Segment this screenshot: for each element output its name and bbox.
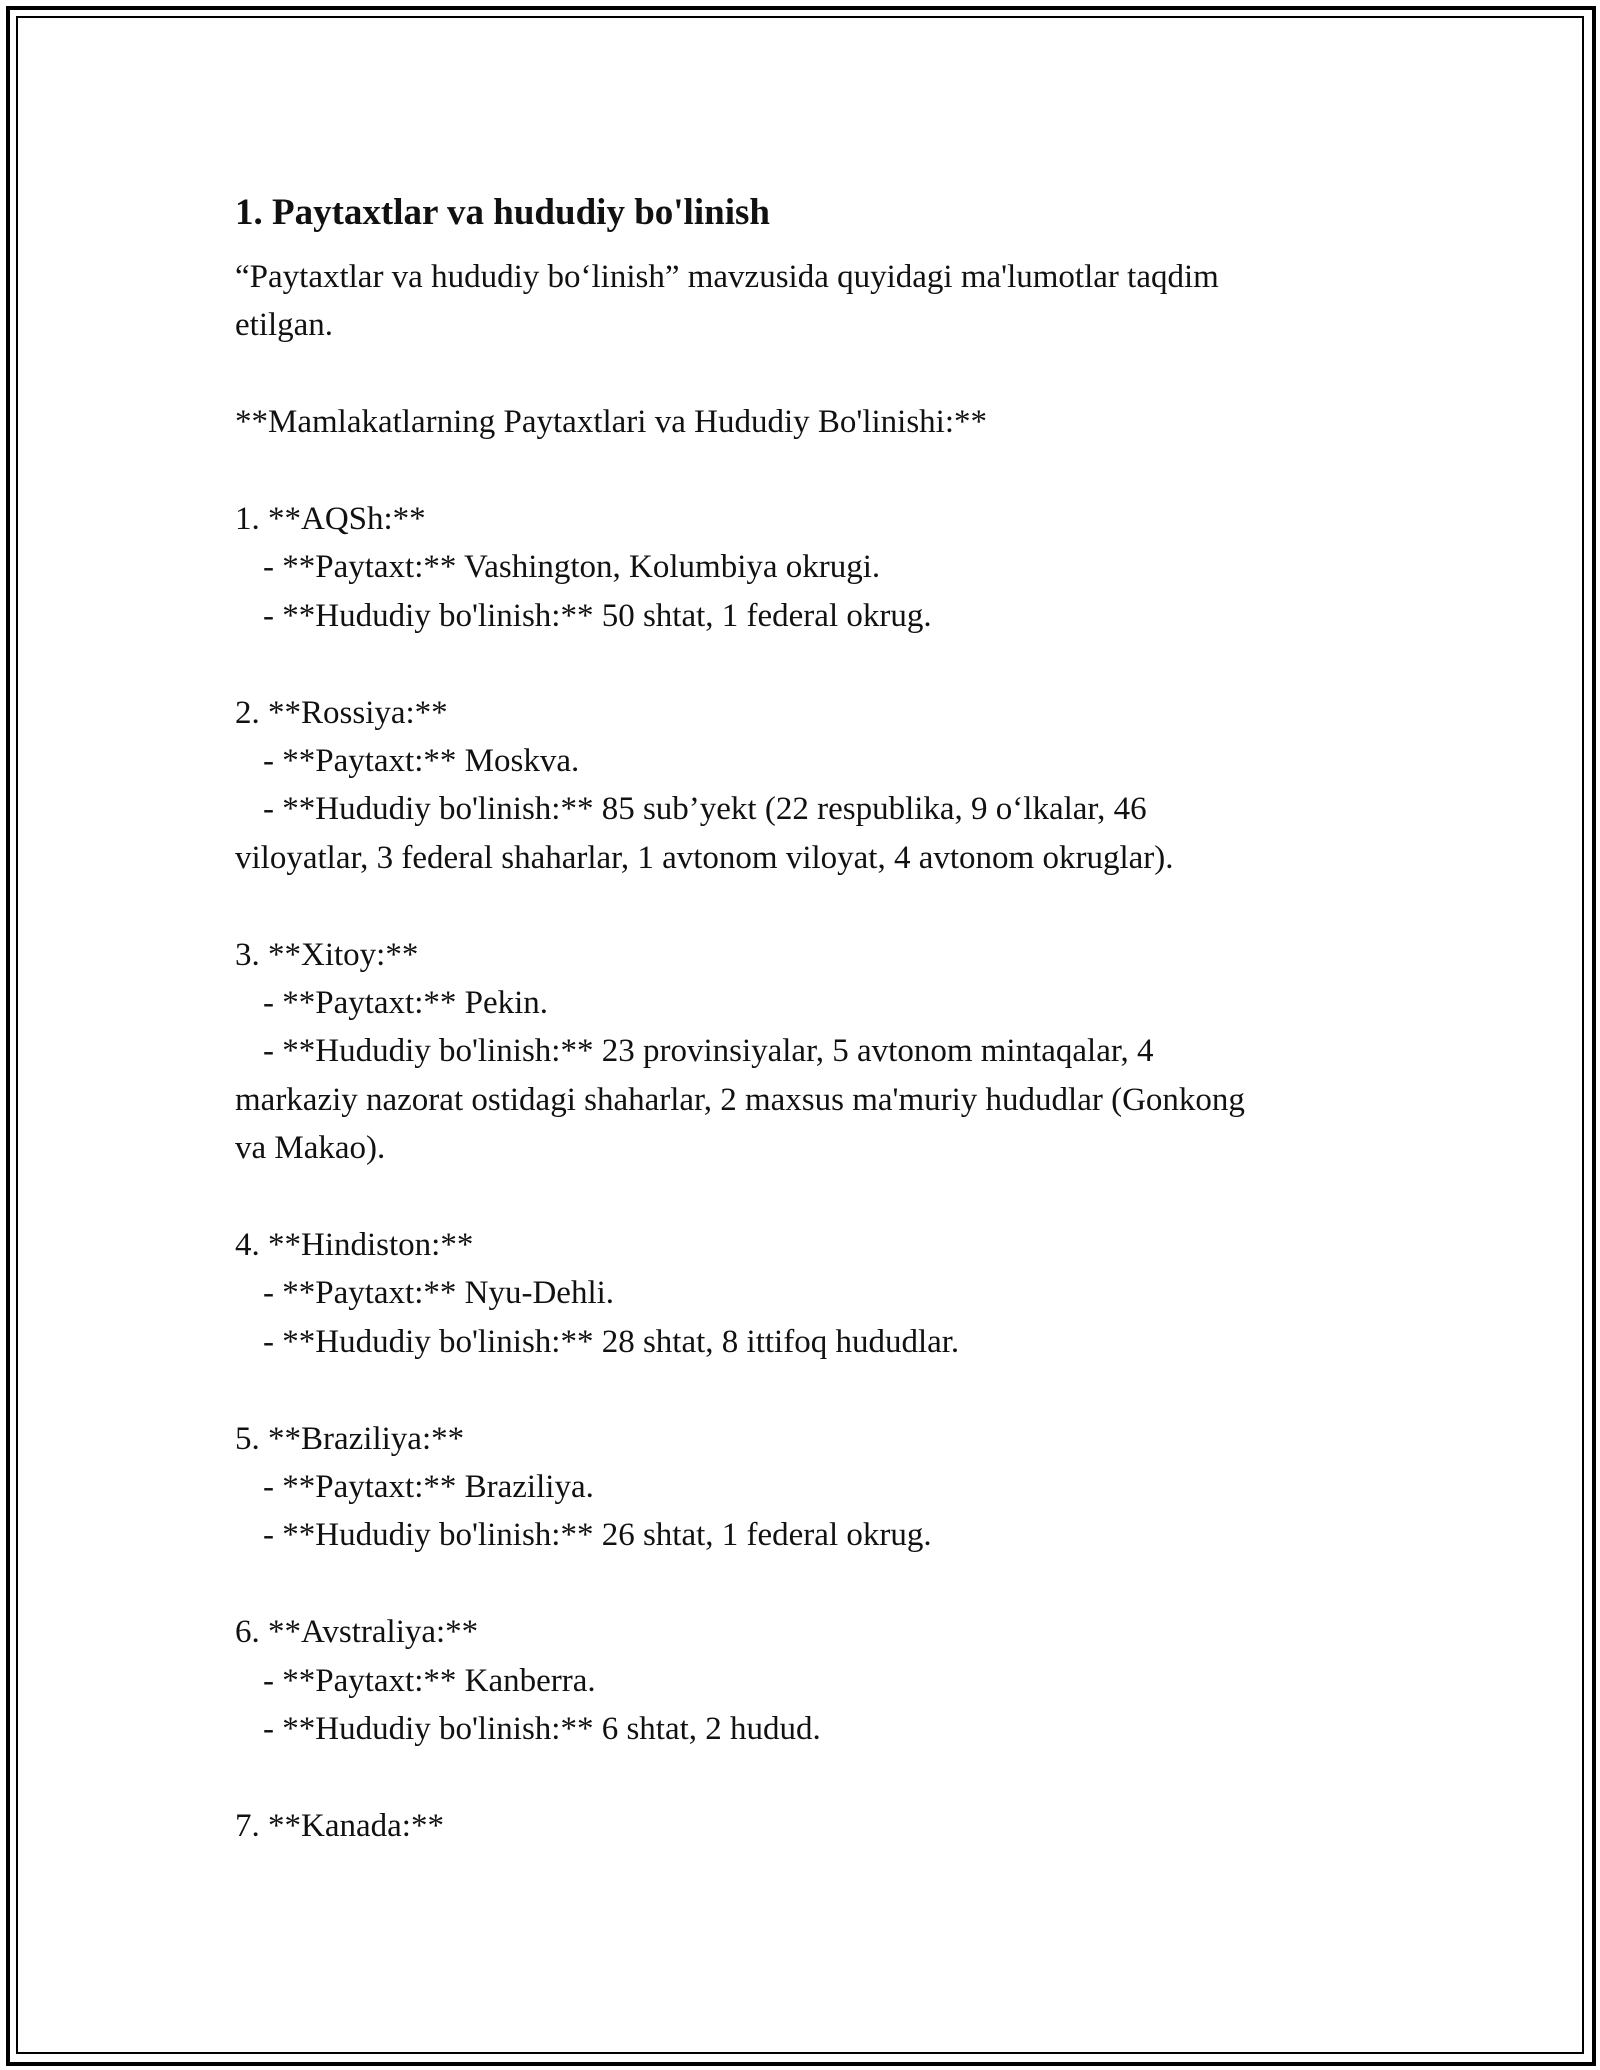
section-heading: 1. Paytaxtlar va hududiy bo'linish <box>235 192 770 233</box>
blank-line <box>235 1560 1395 1608</box>
blank-line <box>235 350 1395 398</box>
country-title-usa: 1. **AQSh:** <box>235 501 426 537</box>
country-capital-brazil: - **Paytaxt:** Braziliya. <box>263 1469 594 1506</box>
blank-line <box>235 640 1395 688</box>
blank-line <box>235 447 1395 495</box>
country-title-brazil: 5. **Braziliya:** <box>235 1420 465 1457</box>
blank-line <box>235 1753 1395 1801</box>
country-division-india: - **Hududiy bo'linish:** 28 shtat, 8 ittifoq hududlar. <box>263 1323 960 1360</box>
intro-line-2: etilgan. <box>235 307 334 344</box>
intro-line-1: “Paytaxtlar va hududiy bo‘linish” mavzusida quyidagi ma'lumotlar taqdim <box>235 259 1219 295</box>
blank-line <box>235 1366 1395 1414</box>
country-division-china-line-1: - **Hududiy bo'linish:** 23 provinsiyalar, 5 avtonom mintaqalar, 4 <box>263 1033 1154 1070</box>
country-title-canada: 7. **Kanada:** <box>235 1807 444 1844</box>
country-division-russia-line-1: - **Hududiy bo'linish:** 85 sub’yekt (22 respublika, 9 o‘lkalar, 46 <box>263 791 1147 828</box>
blank-line <box>235 882 1395 930</box>
country-title-russia: 2. **Rossiya:** <box>235 694 448 731</box>
country-division-russia-line-2: viloyatlar, 3 federal shaharlar, 1 avtonom viloyat, 4 avtonom okruglar). <box>235 839 1174 876</box>
country-capital-china: - **Paytaxt:** Pekin. <box>263 985 549 1022</box>
document-body <box>235 253 1395 1850</box>
country-title-china: 3. **Xitoy:** <box>235 936 419 973</box>
country-division-brazil: - **Hududiy bo'linish:** 26 shtat, 1 federal okrug. <box>263 1517 932 1554</box>
country-division-australia: - **Hududiy bo'linish:** 6 shtat, 2 hudud. <box>263 1711 821 1748</box>
country-capital-india: - **Paytaxt:** Nyu-Dehli. <box>263 1275 615 1312</box>
country-capital-usa: - **Paytaxt:** Vashington, Kolumbiya okrugi. <box>263 549 881 586</box>
country-division-china-line-2: markaziy nazorat ostidagi shaharlar, 2 maxsus ma'muriy hududlar (Gonkong <box>235 1081 1245 1118</box>
country-capital-australia: - **Paytaxt:** Kanberra. <box>263 1662 596 1699</box>
country-title-india: 4. **Hindiston:** <box>235 1227 474 1264</box>
country-title-australia: 6. **Avstraliya:** <box>235 1614 479 1651</box>
document-page <box>235 185 1395 1850</box>
countries-subtitle: **Mamlakatlarning Paytaxtlari va Hududiy Bo'linishi:** <box>235 404 988 441</box>
country-capital-russia: - **Paytaxt:** Moskva. <box>263 743 580 780</box>
blank-line <box>235 1173 1395 1221</box>
country-division-china-line-3: va Makao). <box>235 1130 386 1167</box>
country-division-usa: - **Hududiy bo'linish:** 50 shtat, 1 federal okrug. <box>263 597 932 634</box>
